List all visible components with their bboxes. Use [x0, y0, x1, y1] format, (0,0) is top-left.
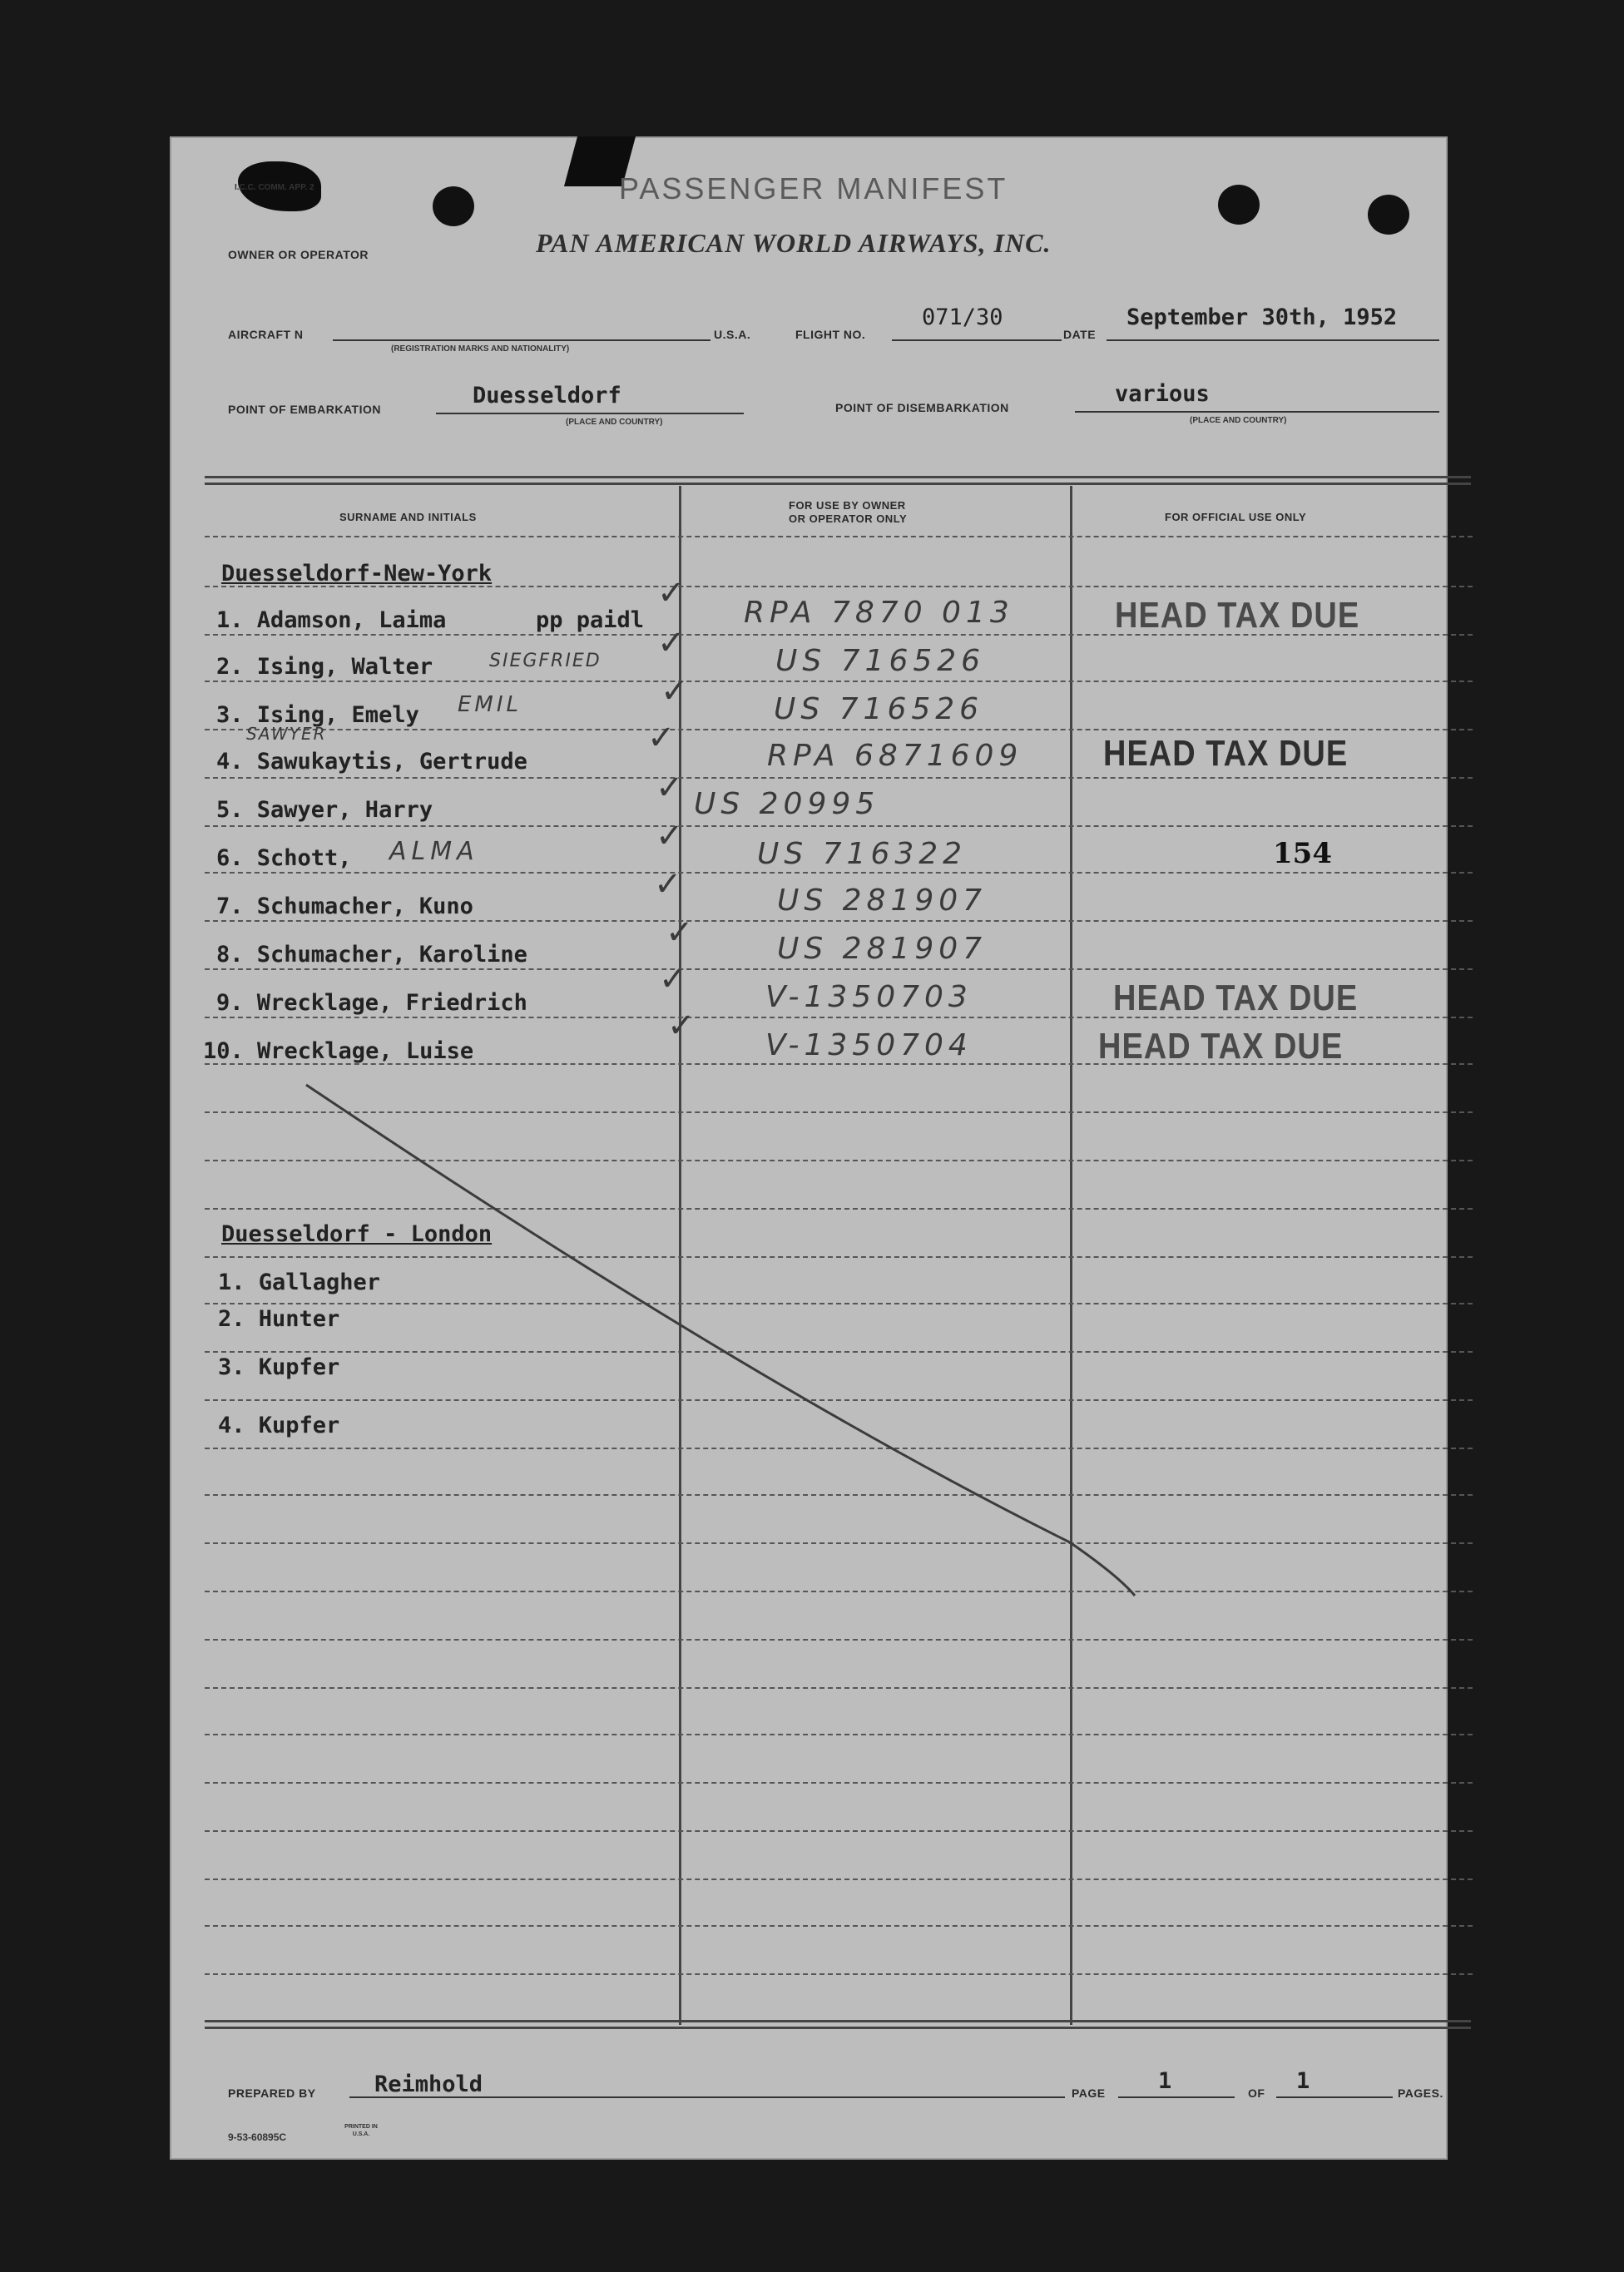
official-number: 154	[1273, 837, 1332, 870]
flight-date: September 30th, 1952	[1126, 304, 1398, 330]
passenger-name: 3. Ising, Emely	[216, 702, 419, 728]
form-number: I.C.C. COMM. APP. 2	[235, 183, 314, 192]
prepared-by: Reimhold	[374, 2072, 483, 2097]
passenger-note: SAWYER	[246, 724, 327, 744]
checkmark-icon: ✓	[657, 574, 686, 612]
passenger-name: 3. Kupfer	[218, 1354, 340, 1380]
strike-through-line	[170, 136, 1448, 2160]
page-underline	[1118, 2096, 1235, 2098]
passenger-note: SIEGFRIED	[489, 651, 602, 671]
owner-label: OWNER OR OPERATOR	[228, 248, 369, 261]
checkmark-icon: ✓	[657, 624, 686, 662]
checkmark-icon: ✓	[647, 719, 676, 757]
checkmark-icon: ✓	[659, 960, 687, 998]
flight-number: 071/30	[922, 304, 1003, 330]
col-header-official: FOR OFFICIAL USE ONLY	[1165, 511, 1307, 523]
of-label: OF	[1248, 2086, 1265, 2100]
date-label: DATE	[1063, 328, 1097, 341]
registration-note: (REGISTRATION MARKS AND NATIONALITY)	[391, 344, 570, 354]
passport-number: US 716526	[775, 644, 986, 678]
passenger-note: pp paidl	[536, 607, 645, 633]
aircraft-label: AIRCRAFT N	[228, 328, 304, 341]
printed-in-usa: PRINTED IN U.S.A.	[344, 2124, 378, 2137]
form-title: PASSENGER MANIFEST	[619, 171, 1008, 205]
checkmark-icon: ✓	[666, 913, 694, 952]
disembark-label: POINT OF DISEMBARKATION	[835, 401, 1009, 414]
passenger-name: 5. Sawyer, Harry	[216, 797, 433, 823]
checkmark-icon: ✓	[656, 817, 684, 855]
prepared-label: PREPARED BY	[228, 2086, 316, 2100]
passenger-note: EMIL	[458, 692, 522, 717]
passport-number: V-1350704	[765, 1028, 973, 1062]
passport-number: RPA 7870 013	[744, 596, 1014, 630]
passenger-name: 2. Ising, Walter	[216, 654, 433, 680]
checkmark-icon: ✓	[661, 672, 689, 710]
passenger-name: 4. Kupfer	[218, 1413, 340, 1438]
embark-place-note: (PLACE AND COUNTRY)	[566, 418, 663, 427]
passport-number: US 281907	[777, 932, 988, 966]
passport-number: US 716322	[757, 837, 968, 871]
official-stamp: HEAD TAX DUE	[1098, 1027, 1344, 1067]
passport-number: RPA 6871609	[767, 739, 1023, 773]
passenger-name: 10. Wrecklage, Luise	[203, 1038, 474, 1064]
col-header-owner-2: OR OPERATOR ONLY	[789, 512, 908, 525]
official-stamp: HEAD TAX DUE	[1115, 596, 1360, 636]
checkmark-icon: ✓	[656, 769, 684, 807]
passenger-note: ALMA	[389, 837, 479, 866]
checkmark-icon: ✓	[654, 865, 682, 903]
page-label: PAGE	[1072, 2086, 1106, 2100]
usa-label: U.S.A.	[714, 328, 751, 341]
col-header-surname: SURNAME AND INITIALS	[339, 511, 477, 523]
airline-name: PAN AMERICAN WORLD AIRWAYS, INC.	[536, 228, 1052, 258]
passport-number: US 716526	[774, 692, 984, 726]
checkmark-icon: ✓	[667, 1007, 696, 1045]
passenger-name: 2. Hunter	[218, 1306, 340, 1332]
col-header-owner-1: FOR USE BY OWNER	[789, 499, 906, 512]
manifest-page	[170, 136, 1448, 2160]
pages-label: PAGES.	[1398, 2086, 1443, 2100]
embark-label: POINT OF EMBARKATION	[228, 403, 381, 416]
passenger-name: 6. Schott,	[216, 845, 352, 871]
passenger-name: 7. Schumacher, Kuno	[216, 893, 473, 919]
passport-number: V-1350703	[765, 980, 973, 1014]
official-stamp: HEAD TAX DUE	[1103, 734, 1349, 775]
official-stamp: HEAD TAX DUE	[1113, 978, 1359, 1019]
passport-number: US 281907	[777, 884, 988, 918]
passenger-name: 4. Sawukaytis, Gertrude	[216, 749, 527, 775]
disembark-value: various	[1115, 381, 1210, 407]
passport-number: US 20995	[694, 787, 880, 821]
print-code: 9-53-60895C	[228, 2131, 287, 2143]
passenger-name: 9. Wrecklage, Friedrich	[216, 990, 527, 1016]
disembark-place-note: (PLACE AND COUNTRY)	[1190, 416, 1287, 425]
total-pages: 1	[1296, 2068, 1310, 2094]
page-number: 1	[1158, 2068, 1172, 2094]
section-heading-new-york: Duesseldorf-New-York	[221, 561, 493, 587]
section-heading-london: Duesseldorf - London	[221, 1221, 493, 1247]
flight-label: FLIGHT NO.	[795, 328, 866, 341]
passenger-name: 8. Schumacher, Karoline	[216, 942, 527, 968]
embark-value: Duesseldorf	[473, 383, 621, 408]
passenger-name: 1. Adamson, Laima	[216, 607, 447, 633]
of-underline	[1276, 2096, 1393, 2098]
passenger-name: 1. Gallagher	[218, 1270, 381, 1295]
